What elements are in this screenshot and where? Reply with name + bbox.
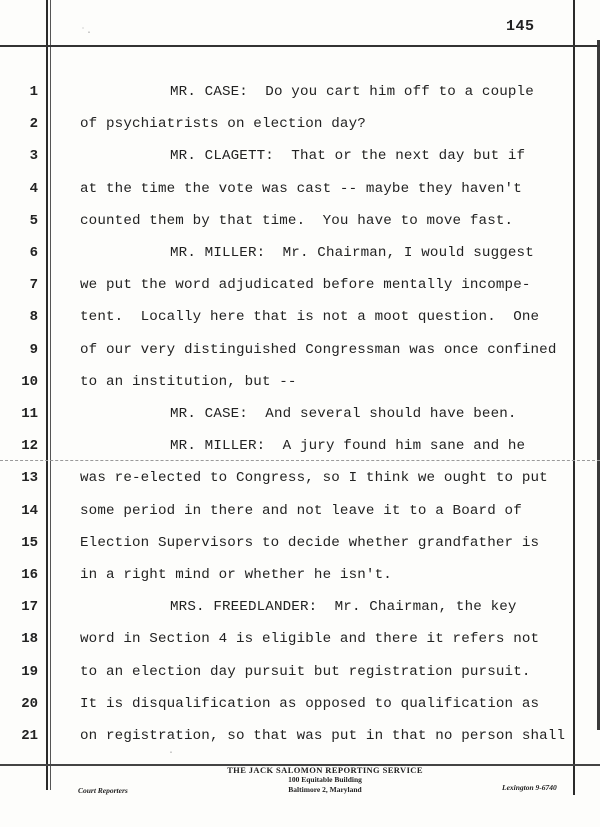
transcript-line: MR. CASE: And several should have been. (170, 406, 517, 422)
line-number: 10 (21, 374, 38, 390)
scan-speck: ˙· (80, 28, 93, 39)
line-number: 4 (29, 181, 38, 197)
line-number: 11 (21, 406, 38, 422)
line-number: 1 (29, 84, 38, 100)
transcript-line: MRS. FREEDLANDER: Mr. Chairman, the key (170, 599, 517, 615)
transcript-line: tent. Locally here that is not a moot question. One (80, 309, 540, 325)
transcript-line: on registration, so that was put in that no person shall (80, 728, 566, 744)
line-number: 12 (21, 438, 38, 454)
line-number: 13 (21, 470, 38, 486)
transcript-line: counted them by that time. You have to move fast. (80, 213, 514, 229)
line-number: 6 (29, 245, 38, 261)
line-number: 2 (29, 116, 38, 132)
transcript-line: It is disqualification as opposed to qualification as (80, 696, 540, 712)
scan-speck: · (168, 748, 175, 759)
line-number: 8 (29, 309, 38, 325)
transcript-line: we put the word adjudicated before mentally incompe- (80, 277, 531, 293)
line-number: 9 (29, 342, 38, 358)
right-margin-border (573, 0, 575, 795)
left-margin-border-inner (50, 0, 51, 790)
footer-address-line1: 100 Equitable Building (288, 775, 362, 784)
line-number: 14 (21, 503, 38, 519)
line-number: 5 (29, 213, 38, 229)
line-number: 16 (21, 567, 38, 583)
transcript-line: to an institution, but -- (80, 374, 297, 390)
page-number: 145 (506, 18, 535, 35)
line-number: 19 (21, 664, 38, 680)
left-margin-border-outer (46, 0, 48, 790)
transcript-line: word in Section 4 is eligible and there it refers not (80, 631, 540, 647)
header-rule (0, 45, 600, 47)
footer-company-block (200, 765, 450, 795)
transcript-line: was re-elected to Congress, so I think we ought to put (80, 470, 548, 486)
line-number: 18 (21, 631, 38, 647)
transcript-line: of our very distinguished Congressman was once confined (80, 342, 557, 358)
fold-line (0, 460, 600, 461)
transcript-line: at the time the vote was cast -- maybe they haven't (80, 181, 522, 197)
transcript-line: some period in there and not leave it to a Board of (80, 503, 522, 519)
footer-court-reporters: Court Reporters (78, 786, 128, 795)
transcript-line: MR. MILLER: A jury found him sane and he (170, 438, 526, 454)
footer-address-line2: Baltimore 2, Maryland (288, 785, 362, 794)
transcript-line: MR. MILLER: Mr. Chairman, I would suggest (170, 245, 534, 261)
line-number: 17 (21, 599, 38, 615)
line-number: 20 (21, 696, 38, 712)
line-number: 15 (21, 535, 38, 551)
transcript-line: Election Supervisors to decide whether grandfather is (80, 535, 540, 551)
footer-company-name: THE JACK SALOMON REPORTING SERVICE (227, 765, 423, 775)
transcript-line: MR. CASE: Do you cart him off to a couple (170, 84, 534, 100)
line-number: 3 (29, 148, 38, 164)
transcript-line: of psychiatrists on election day? (80, 116, 366, 132)
line-number: 7 (29, 277, 38, 293)
transcript-line: in a right mind or whether he isn't. (80, 567, 392, 583)
footer-phone: Lexington 9-6740 (502, 783, 557, 792)
transcript-line: MR. CLAGETT: That or the next day but if (170, 148, 526, 164)
line-number: 21 (21, 728, 38, 744)
transcript-line: to an election day pursuit but registration pursuit. (80, 664, 531, 680)
